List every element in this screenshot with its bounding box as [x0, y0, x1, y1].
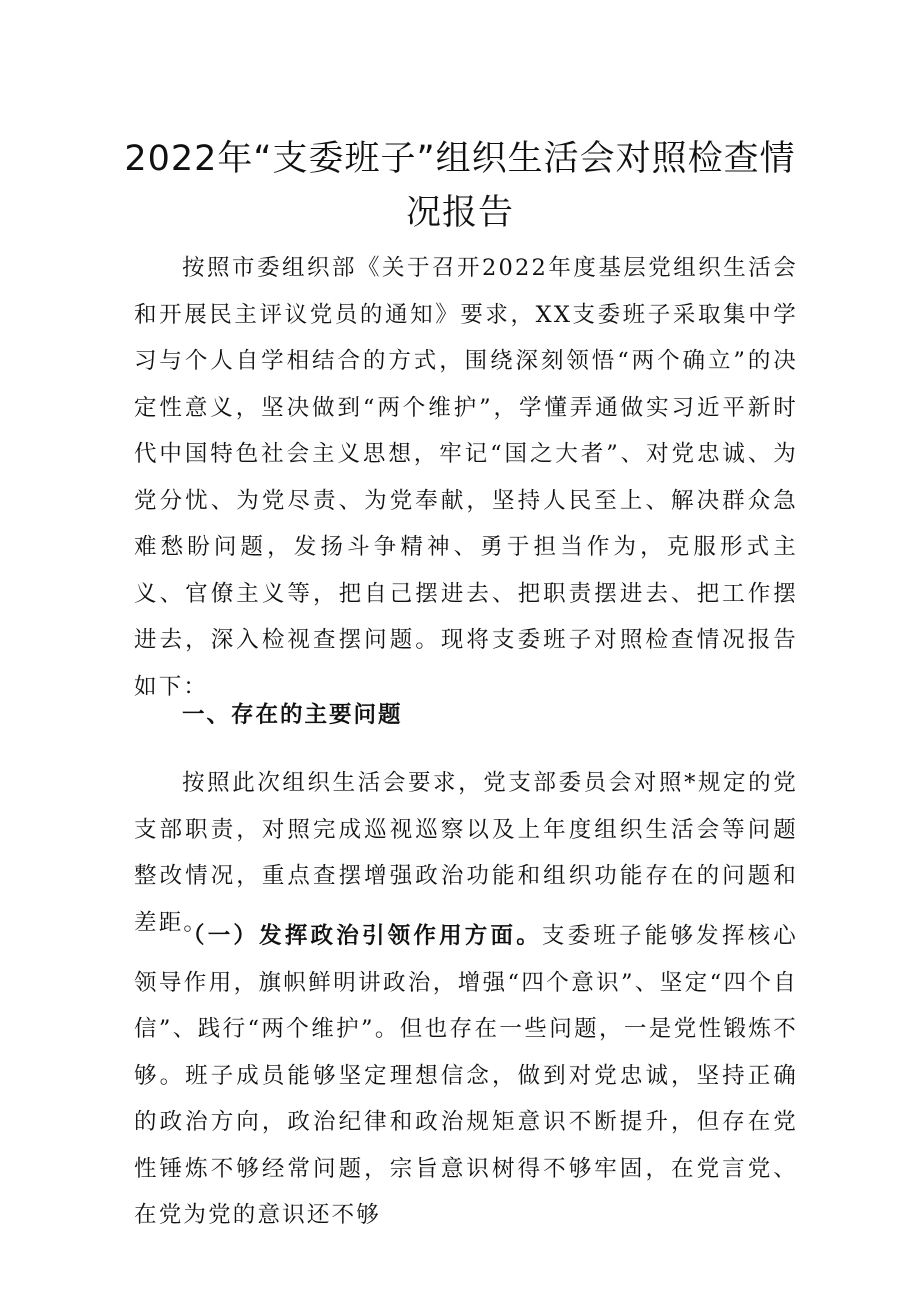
document-title: 2022年“支委班子”组织生活会对照检查情况报告 [124, 139, 796, 233]
subsection-text: 支委班子能够发挥核心领导作用，旗帜鲜明讲政治，增强“四个意识”、坚定“四个自信”、践行“两个维护”。但也存在一些问题，一是党性锻炼不够。班子成员能够坚定理想信念，做到对党忠诚，坚持正确的政治方向，政治纪律和政治规矩意识不断提升，但存在党性锤炼不够经常问题，宗旨意识树得不够牢固，在党言党、在党为党的意识还不够 [134, 923, 798, 1228]
section-heading: 一、存在的主要问题 [182, 702, 403, 728]
subsection-lead: （一）发挥政治引领作用方面。 [182, 923, 542, 949]
subsection-paragraph [134, 913, 798, 1239]
section-paragraph: 按照此次组织生活会要求，党支部委员会对照*规定的党支部职责，对照完成巡视巡察以及上年度组织生活会等问题整改情况，重点查摆增强政治功能和组织功能存在的问题和差距。 [134, 770, 798, 936]
intro-paragraph: 按照市委组织部《关于召开2022年度基层党组织生活会和开展民主评议党员的通知》要求，XX支委班子采取集中学习与个人自学相结合的方式，围绕深刻领悟“两个确立”的决定性意义，坚决做到“两个维护”，学懂弄通做实习近平新时代中国特色社会主义思想，牢记“国之大者”、对党忠诚、为党分忧、为党尽责、为党奉献，坚持人民至上、解决群众急难愁盼问题，发扬斗争精神、勇于担当作为，克服形式主义、官僚主义等，把自己摆进去、把职责摆进去、把工作摆进去，深入检视查摆问题。现将支委班子对照检查情况报告如下： [134, 255, 798, 700]
